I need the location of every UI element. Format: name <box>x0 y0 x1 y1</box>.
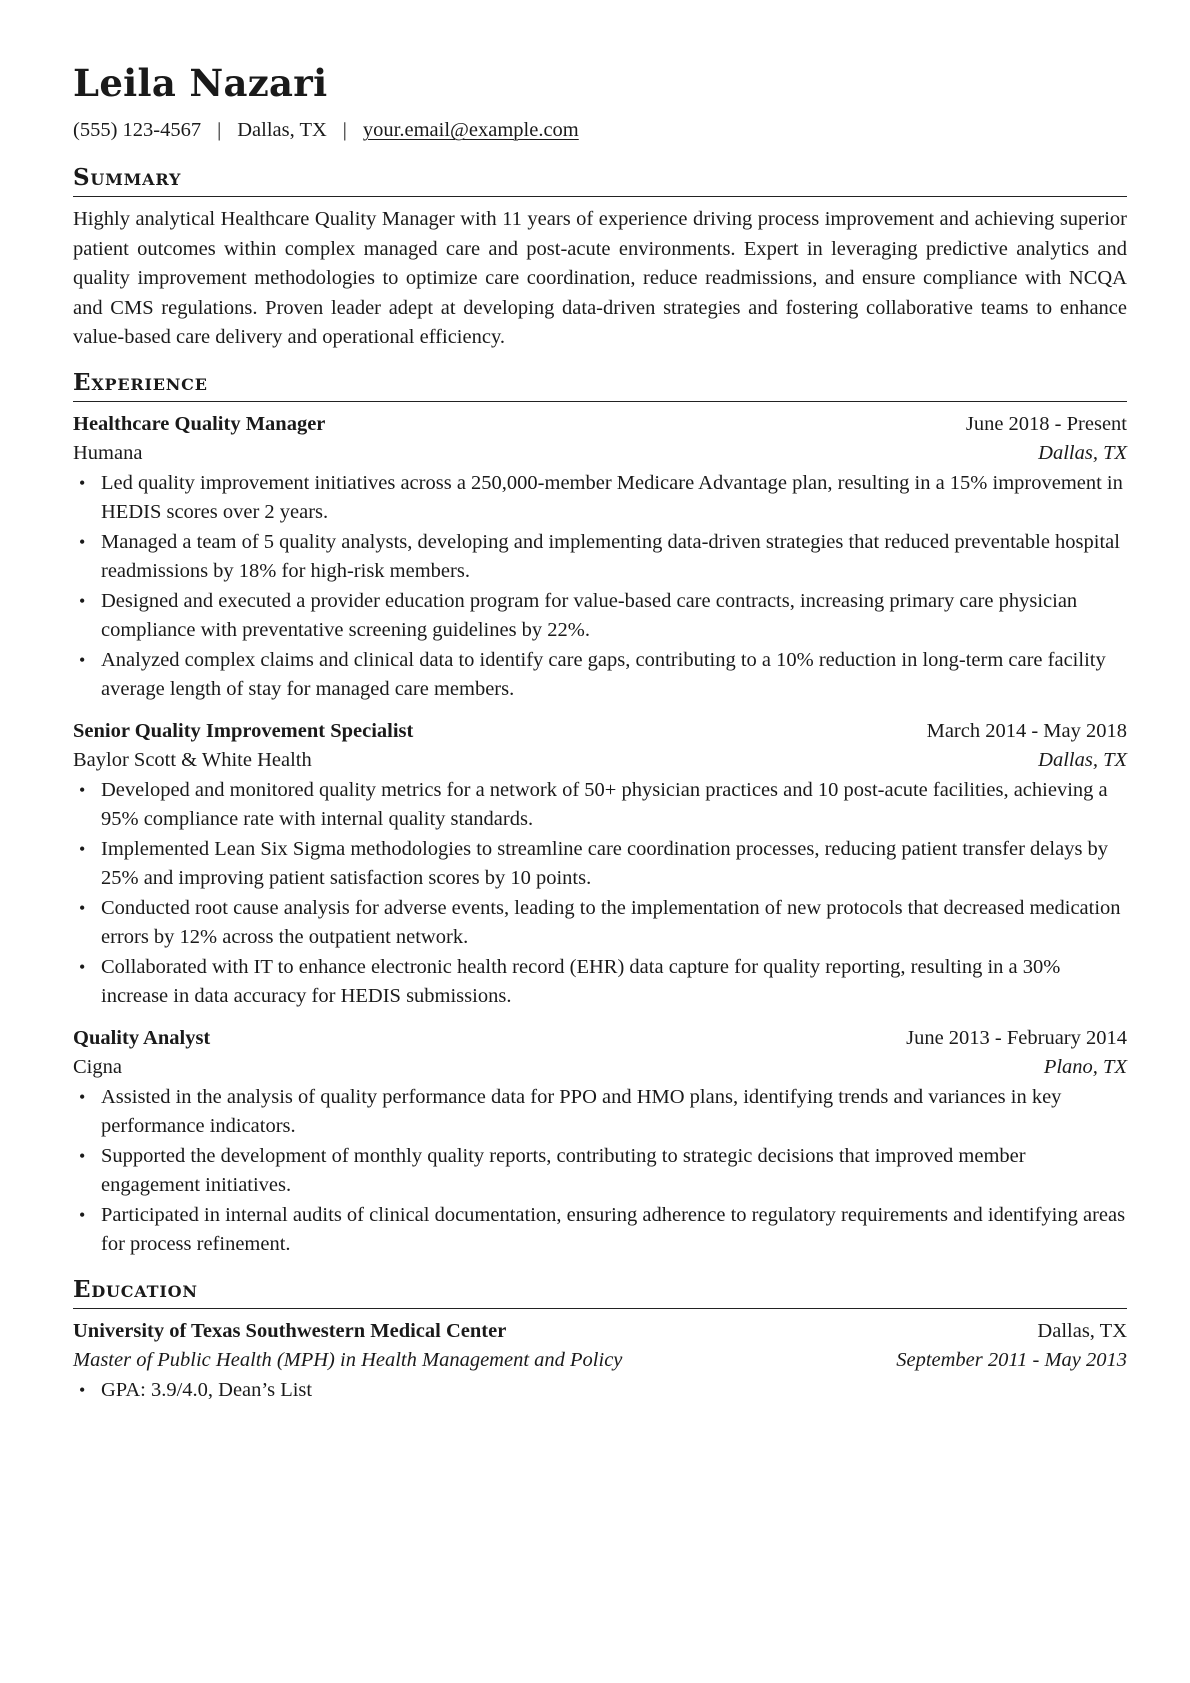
bullet-icon: • <box>79 531 86 552</box>
job-entry <box>73 1024 1127 1260</box>
bullet-text: Led quality improvement initiatives across a 250,000-member Medicare Advantage plan, resulting in a 15% improvement in HEDIS scores over 2 years. <box>101 471 1123 523</box>
resume-page <box>73 58 1127 1405</box>
list-item <box>73 469 1127 528</box>
bullet-text: GPA: 3.9/4.0, Dean’s List <box>101 1378 313 1401</box>
education-location: Dallas, TX <box>1037 1319 1127 1342</box>
list-item <box>73 646 1127 705</box>
contact-separator: | <box>342 119 347 141</box>
job-bullets <box>73 1083 1127 1260</box>
bullet-icon: • <box>79 779 86 800</box>
bullet-icon: • <box>79 472 86 493</box>
job-company: Humana <box>73 442 143 464</box>
job-company: Cigna <box>73 1056 122 1078</box>
bullet-icon: • <box>79 956 86 977</box>
list-item <box>73 835 1127 894</box>
job-dates: June 2018 - Present <box>965 412 1127 435</box>
summary-section <box>73 162 1127 353</box>
education-school: University of Texas Southwestern Medical Center <box>73 1319 507 1342</box>
bullet-text: Conducted root cause analysis for adverse events, leading to the implementation of new protocols that decreased medication errors by 12% across the outpatient network. <box>101 896 1121 948</box>
education-section <box>73 1274 1127 1406</box>
bullet-text: Supported the development of monthly quality reports, contributing to strategic decisions that improved member engagement initiatives. <box>101 1144 1026 1196</box>
bullet-icon: • <box>79 649 86 670</box>
education-school-row <box>73 1317 1127 1347</box>
bullet-icon: • <box>79 1204 86 1225</box>
experience-section <box>73 367 1127 1260</box>
summary-heading: Summary <box>73 162 1127 197</box>
contact-phone: (555) 123-4567 <box>73 119 202 141</box>
list-item <box>73 528 1127 587</box>
job-title: Healthcare Quality Manager <box>73 412 326 435</box>
bullet-text: Developed and monitored quality metrics for a network of 50+ physician practices and 10 post-acute facilities, achieving a 95% compliance rate with internal quality standards. <box>101 778 1108 830</box>
job-entry <box>73 717 1127 1012</box>
job-company-row <box>73 746 1127 776</box>
job-title-row <box>73 717 1127 747</box>
experience-heading: Experience <box>73 367 1127 402</box>
job-location: Dallas, TX <box>1038 442 1127 464</box>
list-item <box>73 1083 1127 1142</box>
job-company-row <box>73 439 1127 469</box>
job-location: Plano, TX <box>1043 1056 1127 1078</box>
education-degree-row <box>73 1346 1127 1376</box>
education-degree: Master of Public Health (MPH) in Health Management and Policy <box>73 1349 623 1371</box>
job-location: Dallas, TX <box>1038 749 1127 771</box>
bullet-text: Analyzed complex claims and clinical data to identify care gaps, contributing to a 10% reduction in long-term care facility average length of stay for managed care members. <box>101 648 1106 700</box>
job-title: Senior Quality Improvement Specialist <box>73 719 414 742</box>
job-bullets <box>73 469 1127 705</box>
bullet-text: Designed and executed a provider education program for value-based care contracts, increasing primary care physician compliance with preventative screening guidelines by 22%. <box>101 589 1078 641</box>
bullet-icon: • <box>79 838 86 859</box>
list-item <box>73 953 1127 1012</box>
list-item <box>73 776 1127 835</box>
list-item <box>73 1376 1127 1406</box>
job-company-row <box>73 1053 1127 1083</box>
bullet-text: Managed a team of 5 quality analysts, developing and implementing data-driven strategies that reduced preventable hospital readmissions by 18% for high-risk members. <box>101 530 1120 582</box>
contact-line <box>73 116 1127 144</box>
list-item <box>73 587 1127 646</box>
job-entry <box>73 410 1127 705</box>
candidate-name: Leila Nazari <box>73 61 328 105</box>
job-bullets <box>73 776 1127 1012</box>
contact-separator: | <box>217 119 222 141</box>
bullet-text: Implemented Lean Six Sigma methodologies to streamline care coordination processes, reducing patient transfer delays by 25% and improving patient satisfaction scores by 10 points. <box>101 837 1109 889</box>
job-title-row <box>73 410 1127 440</box>
list-item <box>73 894 1127 953</box>
education-dates: September 2011 - May 2013 <box>896 1349 1127 1371</box>
job-dates: June 2013 - February 2014 <box>906 1026 1127 1049</box>
bullet-icon: • <box>79 1086 86 1107</box>
bullet-icon: • <box>79 897 86 918</box>
contact-location: Dallas, TX <box>237 119 327 141</box>
job-dates: March 2014 - May 2018 <box>926 719 1127 742</box>
bullet-text: Participated in internal audits of clinical documentation, ensuring adherence to regulatory requirements and identifying areas for process refinement. <box>101 1203 1126 1255</box>
education-entry <box>73 1317 1127 1406</box>
list-item <box>73 1142 1127 1201</box>
bullet-icon: • <box>79 1379 86 1400</box>
bullet-icon: • <box>79 590 86 611</box>
education-heading: Education <box>73 1274 1127 1309</box>
education-bullets <box>73 1376 1127 1406</box>
job-title: Quality Analyst <box>73 1026 211 1049</box>
bullet-text: Collaborated with IT to enhance electronic health record (EHR) data capture for quality reporting, resulting in a 30% increase in data accuracy for HEDIS submissions. <box>101 955 1061 1007</box>
job-company: Baylor Scott & White Health <box>73 749 312 771</box>
bullet-text: Assisted in the analysis of quality performance data for PPO and HMO plans, identifying trends and variances in key performance indicators. <box>101 1085 1062 1137</box>
job-title-row <box>73 1024 1127 1054</box>
summary-text: Highly analytical Healthcare Quality Manager with 11 years of experience driving process improvement and achieving superior patient outcomes within complex managed care and post-acute environments. Expert in leveraging predictive analytics and quality improvement methodologies to optimize care coordination, reduce readmissions, and ensure compliance with NCQA and CMS regulations. Proven leader adept at developing data-driven strategies and fostering collaborative teams to enhance value-based care delivery and operational efficiency. <box>73 208 1127 348</box>
bullet-icon: • <box>79 1145 86 1166</box>
contact-email-link[interactable]: your.email@example.com <box>362 119 579 141</box>
list-item <box>73 1201 1127 1260</box>
